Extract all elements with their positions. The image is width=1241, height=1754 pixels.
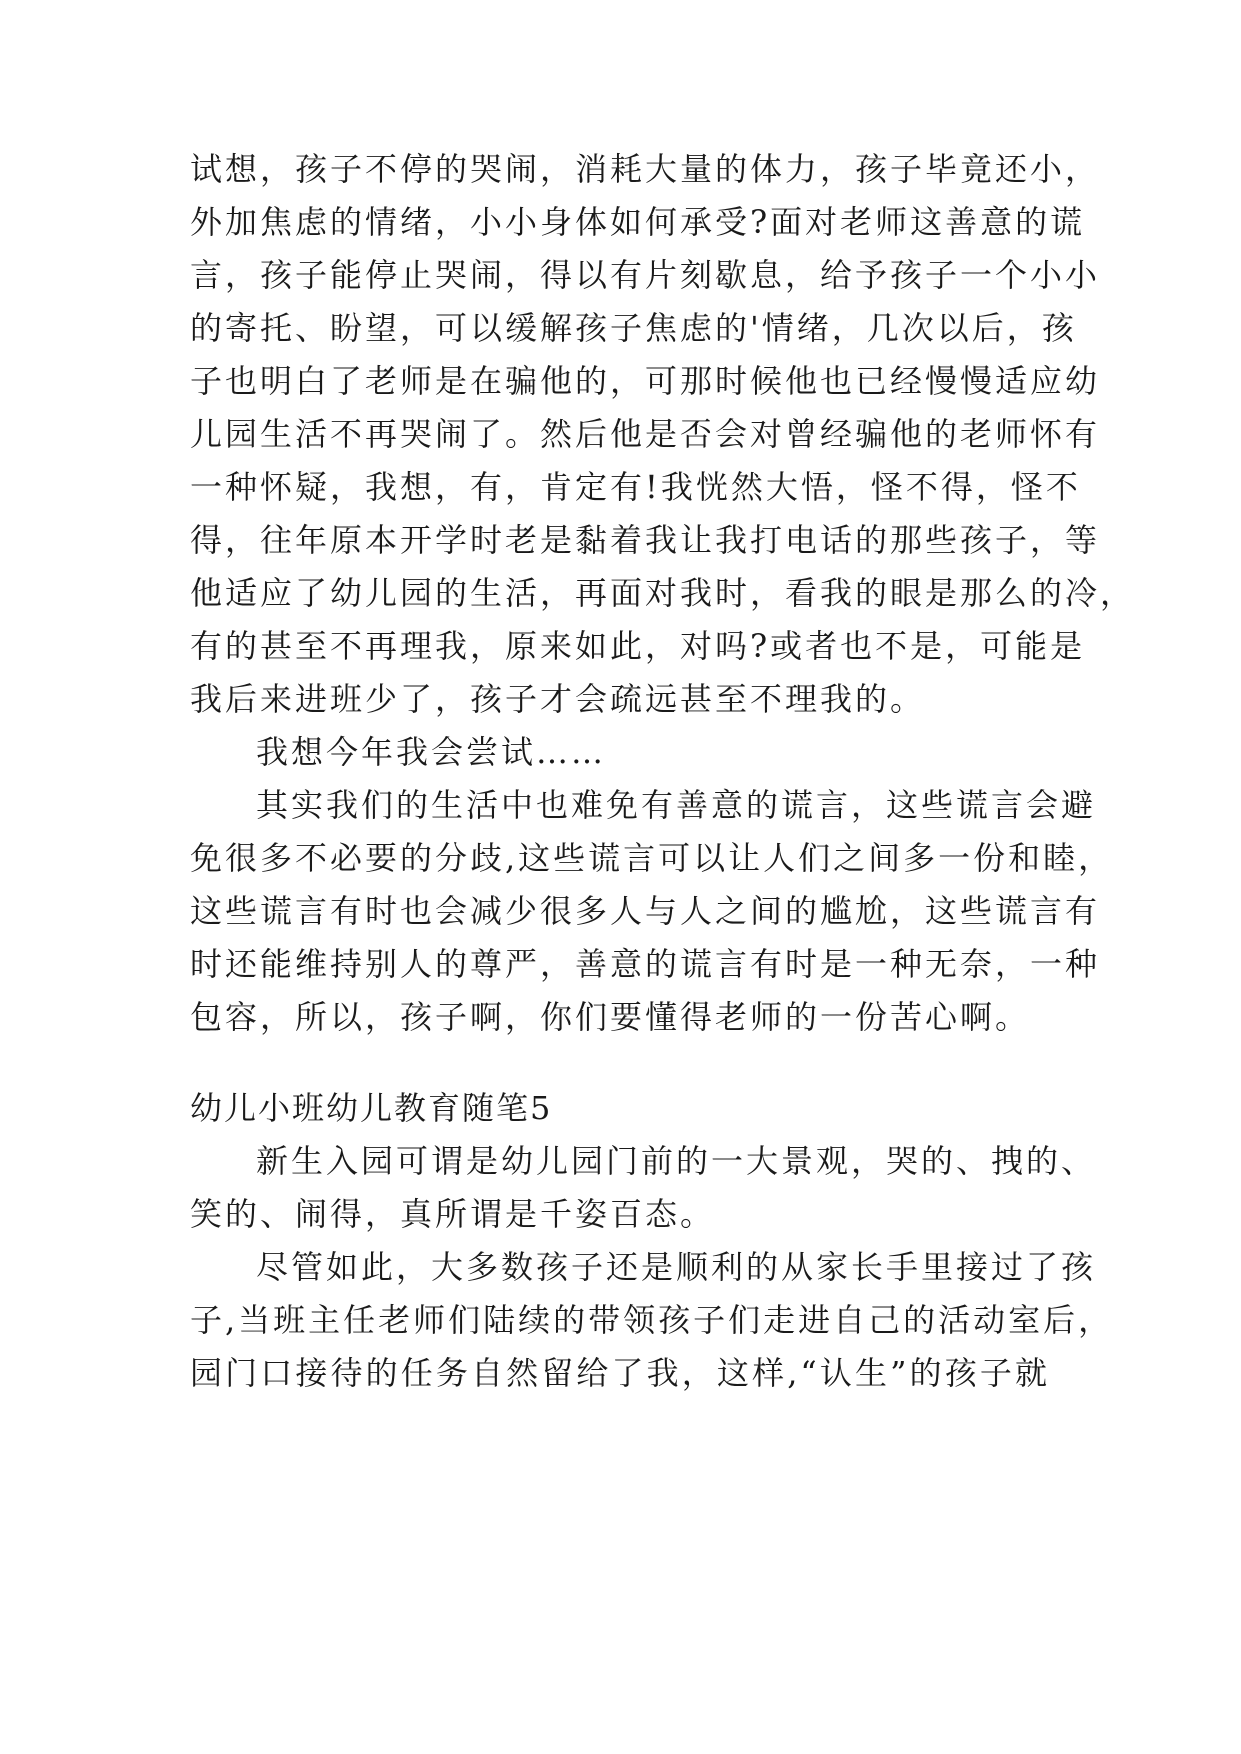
text-line: 得，往年原本开学时老是黏着我让我打电话的那些孩子，等	[190, 521, 1101, 559]
text-line: 子,当班主任老师们陆续的带领孩子们走进自己的活动室后，	[190, 1301, 1114, 1339]
text-line: 这些谎言有时也会减少很多人与人之间的尴尬，这些谎言有	[190, 892, 1101, 930]
text-line: 的寄托、盼望，可以缓解孩子焦虑的'情绪，几次以后，孩	[190, 309, 1077, 347]
text-line: 园门口接待的任务自然留给了我，这样,“认生”的孩子就	[190, 1354, 1050, 1392]
text-line: 试想，孩子不停的哭闹，消耗大量的体力，孩子毕竟还小，	[190, 150, 1101, 188]
text-line: 我后来进班少了，孩子才会疏远甚至不理我的。	[190, 680, 926, 718]
text-line: 其实我们的生活中也难免有善意的谎言，这些谎言会避	[256, 786, 1097, 824]
text-line: 有的甚至不再理我，原来如此，对吗?或者也不是，可能是	[190, 627, 1086, 665]
text-line: 儿园生活不再哭闹了。然后他是否会对曾经骗他的老师怀有	[190, 415, 1101, 453]
section-title: 幼儿小班幼儿教育随笔5	[190, 1089, 553, 1127]
text-line: 我想今年我会尝试……	[256, 733, 607, 771]
text-line: 时还能维持别人的尊严，善意的谎言有时是一种无奈，一种	[190, 945, 1101, 983]
text-line: 新生入园可谓是幼儿园门前的一大景观，哭的、拽的、	[256, 1142, 1097, 1180]
text-line: 一种怀疑，我想，有，肯定有!我恍然大悟，怪不得，怪不	[190, 468, 1081, 506]
text-line: 外加焦虑的情绪，小小身体如何承受?面对老师这善意的谎	[190, 203, 1086, 241]
text-line: 免很多不必要的分歧,这些谎言可以让人们之间多一份和睦，	[190, 839, 1114, 877]
text-line: 子也明白了老师是在骗他的，可那时候他也已经慢慢适应幼	[190, 362, 1101, 400]
text-line: 笑的、闹得，真所谓是千姿百态。	[190, 1195, 716, 1233]
text-line: 言，孩子能停止哭闹，得以有片刻歇息，给予孩子一个小小	[190, 256, 1101, 294]
text-line: 他适应了幼儿园的生活，再面对我时，看我的眼是那么的冷，	[190, 574, 1136, 612]
text-line: 包容，所以，孩子啊，你们要懂得老师的一份苦心啊。	[190, 998, 1031, 1036]
text-line: 尽管如此，大多数孩子还是顺利的从家长手里接过了孩	[256, 1248, 1097, 1286]
